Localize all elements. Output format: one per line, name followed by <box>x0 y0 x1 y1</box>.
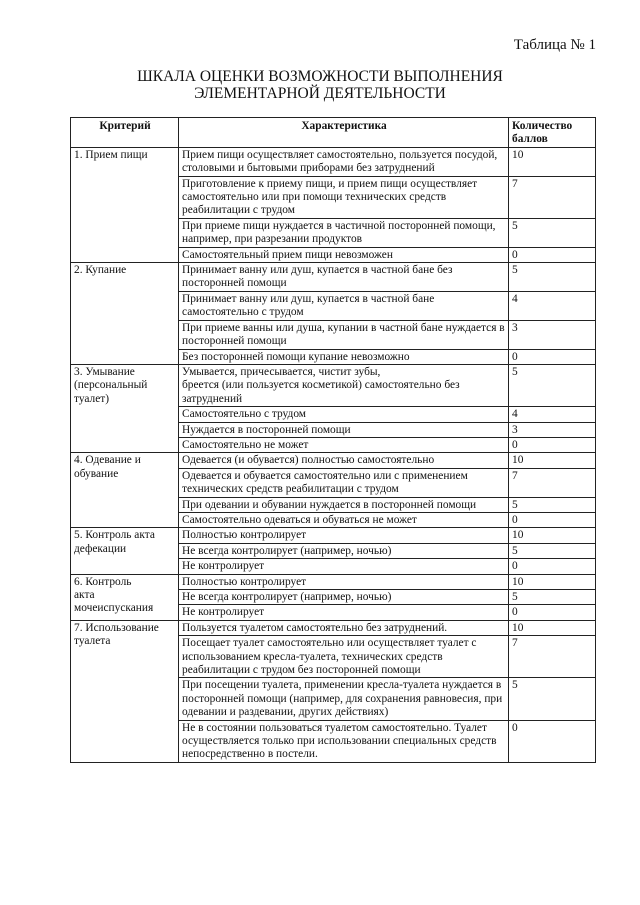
score-cell: 0 <box>509 559 596 574</box>
score-cell: 7 <box>509 468 596 497</box>
table-header-row <box>71 118 596 148</box>
table-row <box>71 453 596 468</box>
score-cell: 0 <box>509 437 596 452</box>
characteristic-cell: При посещении туалета, применении кресла-туалета нуждается в посторонней помощи (например, для сохранения равновесия, при одевании и раздевании, других действиях) <box>179 678 509 720</box>
header-characteristic: Характеристика <box>179 118 509 148</box>
table-row <box>71 620 596 635</box>
score-cell: 7 <box>509 636 596 678</box>
score-cell: 3 <box>509 320 596 349</box>
characteristic-cell: При приеме пищи нуждается в частичной посторонней помощи, например, при разрезании продуктов <box>179 218 509 247</box>
characteristic-cell: Не в состоянии пользоваться туалетом самостоятельно. Туалет осуществляется только при использовании специальных средств непосредственно в постели. <box>179 720 509 762</box>
criterion-cell: 4. Одевание и обувание <box>71 453 179 528</box>
score-cell: 0 <box>509 605 596 620</box>
score-cell: 10 <box>509 147 596 176</box>
score-cell: 4 <box>509 291 596 320</box>
characteristic-cell: Самостоятельно одеваться и обуваться не может <box>179 512 509 527</box>
characteristic-cell: Умывается, причесывается, чистит зубы, бреется (или пользуется косметикой) самостоятельно без затруднений <box>179 364 509 406</box>
characteristic-cell: Одевается и обувается самостоятельно или с применением технических средств реабилитации с трудом <box>179 468 509 497</box>
characteristic-cell: Принимает ванну или душ, купается в частной бане самостоятельно с трудом <box>179 291 509 320</box>
characteristic-cell: Не всегда контролирует (например, ночью) <box>179 543 509 558</box>
characteristic-cell: Принимает ванну или душ, купается в частной бане без посторонней помощи <box>179 263 509 292</box>
score-cell: 0 <box>509 247 596 262</box>
characteristic-cell: Нуждается в посторонней помощи <box>179 422 509 437</box>
characteristic-cell: При приеме ванны или душа, купании в частной бане нуждается в посторонней помощи <box>179 320 509 349</box>
score-cell: 3 <box>509 422 596 437</box>
characteristic-cell: Одевается (и обувается) полностью самостоятельно <box>179 453 509 468</box>
score-cell: 5 <box>509 543 596 558</box>
characteristic-cell: Приготовление к приему пищи, и прием пищи осуществляет самостоятельно или при помощи технических средств реабилитации с трудом <box>179 176 509 218</box>
criterion-cell: 7. Использование туалета <box>71 620 179 762</box>
criterion-cell: 1. Прием пищи <box>71 147 179 262</box>
characteristic-cell: Полностью контролирует <box>179 528 509 543</box>
score-cell: 10 <box>509 574 596 589</box>
criterion-cell: 2. Купание <box>71 263 179 365</box>
table-row <box>71 263 596 292</box>
score-cell: 0 <box>509 512 596 527</box>
characteristic-cell: При одевании и обувании нуждается в посторонней помощи <box>179 497 509 512</box>
characteristic-cell: Без посторонней помощи купание невозможно <box>179 349 509 364</box>
score-cell: 7 <box>509 176 596 218</box>
score-cell: 5 <box>509 218 596 247</box>
score-cell: 10 <box>509 453 596 468</box>
score-cell: 0 <box>509 720 596 762</box>
score-cell: 5 <box>509 364 596 406</box>
table-body <box>71 147 596 762</box>
characteristic-cell: Самостоятельный прием пищи невозможен <box>179 247 509 262</box>
table-row <box>71 364 596 406</box>
header-score: Количество баллов <box>509 118 596 148</box>
score-cell: 0 <box>509 349 596 364</box>
characteristic-cell: Пользуется туалетом самостоятельно без затруднений. <box>179 620 509 635</box>
characteristic-cell: Прием пищи осуществляет самостоятельно, пользуется посудой, столовыми и бытовыми приборами без затруднений <box>179 147 509 176</box>
document-title <box>0 68 640 102</box>
characteristic-cell: Не всегда контролирует (например, ночью) <box>179 590 509 605</box>
title-line-2: ЭЛЕМЕНТАРНОЙ ДЕЯТЕЛЬНОСТИ <box>194 85 446 102</box>
table-number: Таблица № 1 <box>513 37 596 53</box>
score-cell: 4 <box>509 407 596 422</box>
header-criterion: Критерий <box>71 118 179 148</box>
score-cell: 5 <box>509 590 596 605</box>
criterion-cell: 3. Умывание (персональный туалет) <box>71 364 179 452</box>
characteristic-cell: Не контролирует <box>179 559 509 574</box>
criterion-cell: 6. Контроль акта мочеиспускания <box>71 574 179 620</box>
table-row <box>71 574 596 589</box>
score-cell: 10 <box>509 620 596 635</box>
score-cell: 10 <box>509 528 596 543</box>
score-cell: 5 <box>509 497 596 512</box>
score-cell: 5 <box>509 678 596 720</box>
characteristic-cell: Посещает туалет самостоятельно или осуществляет туалет с использованием кресла-туалета, технических средств реабилитации с трудом без посторонней помощи <box>179 636 509 678</box>
table-row <box>71 528 596 543</box>
characteristic-cell: Не контролирует <box>179 605 509 620</box>
assessment-table <box>70 117 596 763</box>
table-row <box>71 147 596 176</box>
characteristic-cell: Самостоятельно с трудом <box>179 407 509 422</box>
score-cell: 5 <box>509 263 596 292</box>
criterion-cell: 5. Контроль акта дефекации <box>71 528 179 574</box>
characteristic-cell: Самостоятельно не может <box>179 437 509 452</box>
characteristic-cell: Полностью контролирует <box>179 574 509 589</box>
title-line-1: ШКАЛА ОЦЕНКИ ВОЗМОЖНОСТИ ВЫПОЛНЕНИЯ <box>137 68 503 85</box>
